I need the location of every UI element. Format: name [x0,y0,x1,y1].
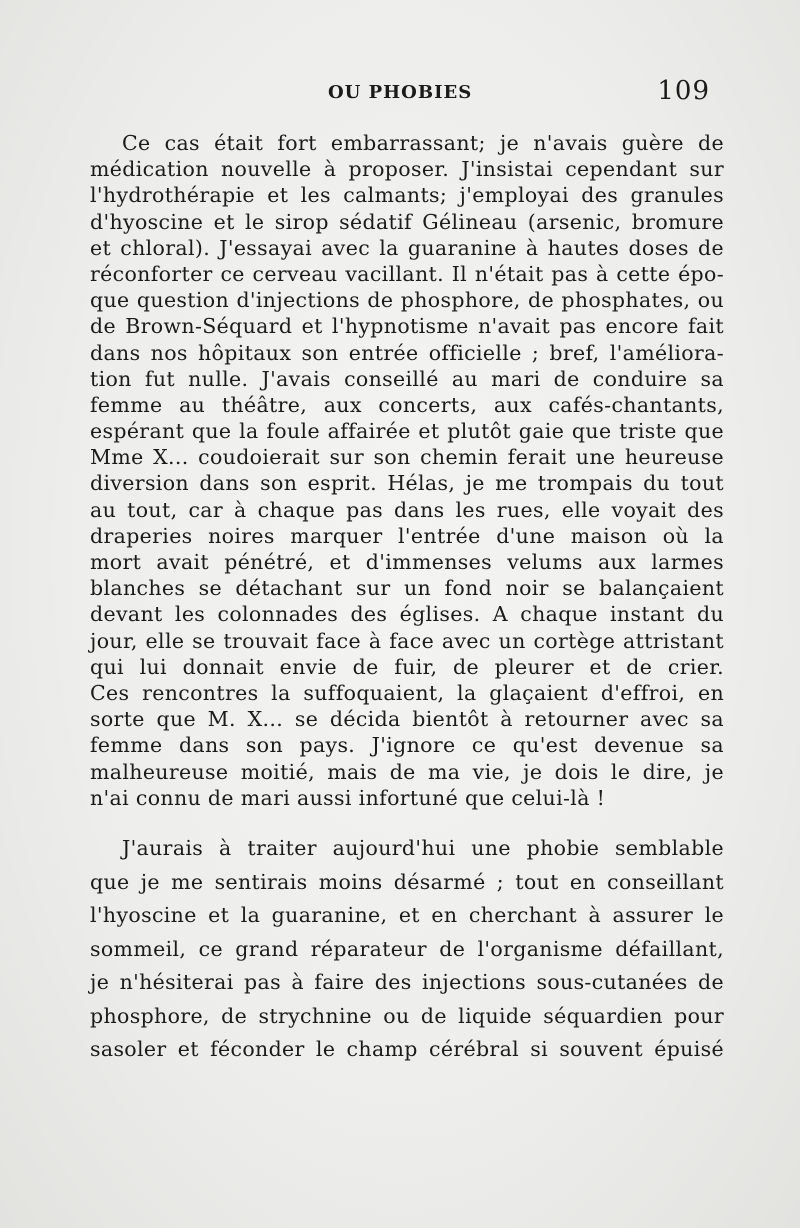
text-line: que question d'injections de phosphore, de phosphates, ou [90,288,724,313]
text-line: diversion dans son esprit. Hélas, je me trompais du tout [90,471,724,496]
text-line: jour, elle se trouvait face à face avec un cortège attristant [90,628,724,653]
text-line: je n'hésiterai pas à faire des injections sous-cutanées de [90,970,724,994]
text-line: au tout, car à chaque pas dans les rues, elle voyait des [90,497,724,522]
text-line: qui lui donnait envie de fuir, de pleurer et de crier. [90,654,724,679]
text-line: sommeil, ce grand réparateur de l'organisme défaillant, [90,936,724,961]
text-line: mort avait pénétré, et d'immenses velums aux larmes [90,550,724,574]
text-line: blanches se détachant sur un fond noir se balançaient [90,576,724,601]
text-line: devant les colonnades des églises. A chaque instant du [90,602,724,627]
text-line: réconforter ce cerveau vacillant. Il n'était pas à cette épo- [90,261,724,286]
text-line: n'ai connu de mari aussi infortuné que celui-là ! [90,785,606,810]
text-line: malheureuse moitié, mais de ma vie, je dois le dire, je [90,759,724,784]
text-line: draperies noires marquer l'entrée d'une maison où la [90,523,724,548]
text-line: l'hyoscine et la guaranine, et en cherchant à assurer le [90,903,724,927]
text-line: que je me sentirais moins désarmé ; tout en conseillant [90,869,724,894]
page-header [92,76,712,108]
text-line: dans nos hôpitaux son entrée officielle ; bref, l'améliora- [90,340,724,365]
text-line: phosphore, de strychnine ou de liquide séquardien pour [90,1003,724,1028]
text-line: Ce cas était fort embarrassant; je n'avais guère de [122,131,724,155]
text-line: Mme X... coudoierait sur son chemin ferait une heureuse [90,445,724,470]
text-line: femme dans son pays. J'ignore ce qu'est devenue sa [90,733,724,758]
page-number: 109 [657,76,710,106]
text-line: l'hydrothérapie et les calmants; j'employai des granules [90,183,724,208]
running-head: OU PHOBIES [328,82,473,103]
text-line: sorte que M. X... se décida bientôt à retourner avec sa [90,707,724,732]
text-line: médication nouvelle à proposer. J'insistai cependant sur [90,157,724,182]
text-line: d'hyoscine et le sirop sédatif Gélineau (arsenic, bromure [90,209,724,234]
text-line: espérant que la foule affairée et plutôt gaie que triste que [90,419,724,444]
text-line: sasoler et féconder le champ cérébral si souvent épuisé [90,1037,724,1061]
paragraph-2 [90,832,724,1067]
text-line: de Brown-Séquard et l'hypnotisme n'avait pas encore fait [90,314,724,339]
text-line: femme au théâtre, aux concerts, aux cafés-chantants, [90,392,724,417]
text-line: tion fut nulle. J'avais conseillé au mari de conduire sa [90,366,724,391]
text-line: J'aurais à traiter aujourd'hui une phobie semblable [122,836,724,860]
text-line: et chloral). J'essayai avec la guaranine à hautes doses de [90,235,724,260]
paragraph-1 [90,130,724,811]
text-line: Ces rencontres la suffoquaient, la glaçaient d'effroi, en [90,680,724,705]
